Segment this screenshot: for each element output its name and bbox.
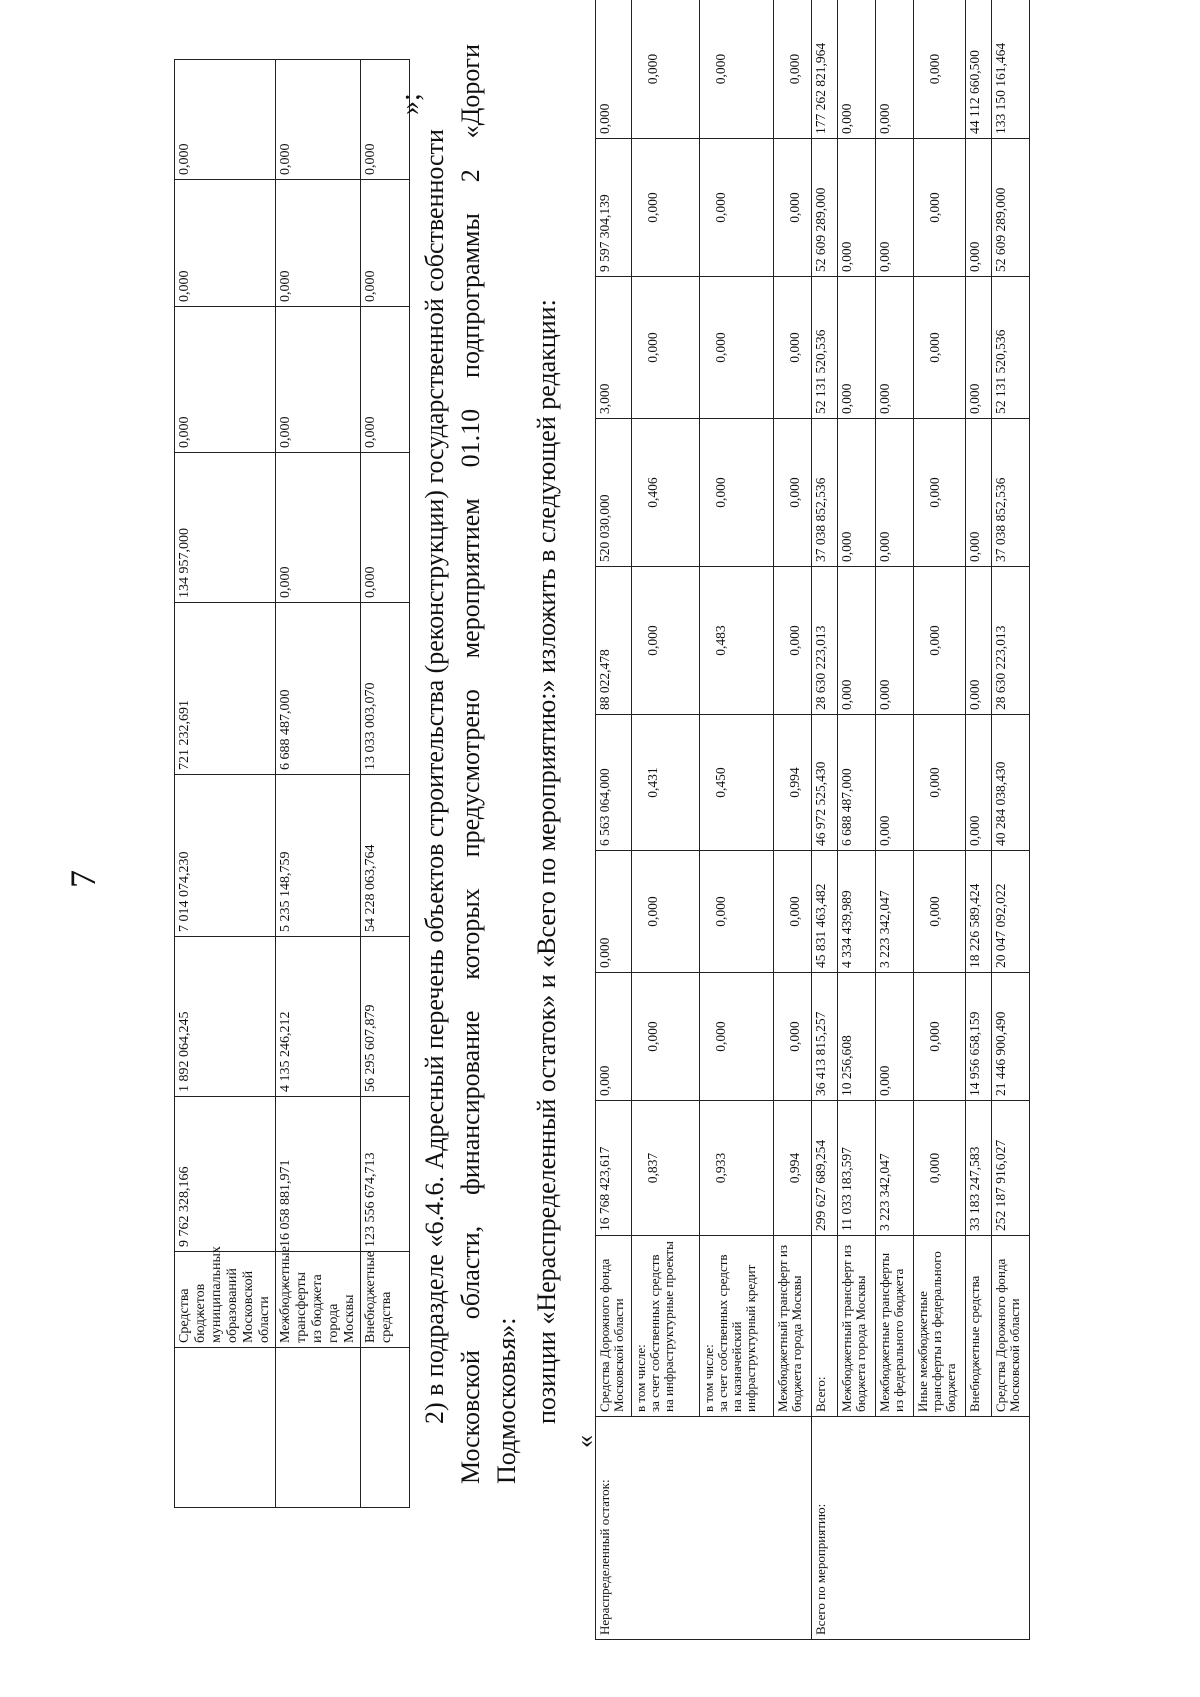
bottom-table-value: 0,000 xyxy=(774,0,812,139)
bottom-table-value: 0,000 xyxy=(700,851,774,973)
bottom-table-value: 0,000 xyxy=(914,567,966,715)
bottom-table-value: 0,000 xyxy=(700,0,774,139)
top-table-value: 0,000 xyxy=(361,307,410,453)
bottom-table-value: 0,000 xyxy=(774,851,812,973)
bottom-table-value: 0,000 xyxy=(914,0,966,139)
bottom-table-value: 0,837 xyxy=(632,1101,700,1236)
bottom-table-value: 0,000 xyxy=(876,715,914,851)
bottom-table-value: 0,000 xyxy=(876,277,914,419)
top-table-value: 721 232,691 xyxy=(175,603,276,775)
bottom-table-value: 0,000 xyxy=(876,139,914,277)
top-table-value: 0,000 xyxy=(361,60,410,180)
top-table-blank-cell xyxy=(276,1348,361,1508)
bottom-table-value: 0,933 xyxy=(700,1101,774,1236)
bottom-table-value: 0,000 xyxy=(966,277,992,419)
bottom-table-label: в том числе: за счет собственных средств на инфраструктурные проекты xyxy=(632,1236,700,1417)
bottom-table-value: 0,000 xyxy=(838,567,876,715)
bottom-table-value: 0,000 xyxy=(700,973,774,1101)
bottom-table-row xyxy=(876,0,914,1640)
bottom-table-value: 4 334 439,989 xyxy=(838,851,876,973)
bottom-table-value: 88 022,478 xyxy=(596,567,632,715)
bottom-table-group-cell xyxy=(992,1417,1030,1640)
top-table-blank-cell xyxy=(361,1348,410,1508)
bottom-table-value: 0,000 xyxy=(838,0,876,139)
bottom-table-value: 0,000 xyxy=(700,139,774,277)
bottom-table-value: 252 187 916,027 xyxy=(992,1101,1030,1236)
bottom-table-value: 0,000 xyxy=(838,419,876,567)
bottom-table-value: 0,000 xyxy=(838,139,876,277)
bottom-table-value: 52 609 289,000 xyxy=(992,139,1030,277)
bottom-table-value: 0,000 xyxy=(632,139,700,277)
bottom-table-value: 18 226 589,424 xyxy=(966,851,992,973)
bottom-table-label: Внебюджетные средства xyxy=(966,1236,992,1417)
bottom-table-value: 11 033 183,597 xyxy=(838,1101,876,1236)
bottom-table-row xyxy=(966,0,992,1640)
bottom-table-value: 0,000 xyxy=(632,851,700,973)
top-table-row xyxy=(361,60,410,1508)
bottom-table-label: Средства Дорожного фонда Московской области xyxy=(596,1236,632,1417)
top-table-value: 123 556 674,713 xyxy=(361,1097,410,1252)
bottom-table-label: Межбюджетные трансферты из федерального бюджета xyxy=(876,1236,914,1417)
bottom-table-value: 133 150 161,464 xyxy=(992,0,1030,139)
bottom-table-value: 0,000 xyxy=(774,973,812,1101)
bottom-table-value: 0,000 xyxy=(596,0,632,139)
bottom-table-value: 0,000 xyxy=(632,567,700,715)
bottom-table-row xyxy=(774,0,812,1640)
bottom-table-value: 0,000 xyxy=(774,567,812,715)
bottom-table-value: 14 956 658,159 xyxy=(966,973,992,1101)
top-table-value: 56 295 607,879 xyxy=(361,937,410,1097)
bottom-table-value: 520 030,000 xyxy=(596,419,632,567)
bottom-table-value: 52 131 520,536 xyxy=(992,277,1030,419)
top-table-value: 6 688 487,000 xyxy=(276,603,361,775)
top-table-value: 0,000 xyxy=(175,307,276,453)
bottom-table-value: 0,000 xyxy=(966,567,992,715)
bottom-table-value: 0,000 xyxy=(914,277,966,419)
top-table-label: Средства бюджетов муниципальных образований Московской области xyxy=(175,1252,276,1348)
bottom-table-value: 0,000 xyxy=(914,715,966,851)
opening-quote: « xyxy=(570,1435,599,1448)
bottom-table-value: 0,000 xyxy=(914,419,966,567)
bottom-table-value: 0,994 xyxy=(774,1101,812,1236)
top-table xyxy=(174,59,410,1508)
bottom-table-value: 9 597 304,139 xyxy=(596,139,632,277)
bottom-table-value: 0,000 xyxy=(876,419,914,567)
bottom-table-value: 52 131 520,536 xyxy=(812,277,838,419)
bottom-table-row xyxy=(632,0,700,1640)
bottom-table xyxy=(595,0,1030,1640)
bottom-table-value: 0,000 xyxy=(914,139,966,277)
bottom-table-value: 45 831 463,482 xyxy=(812,851,838,973)
top-table-label: Внебюджетные средства xyxy=(361,1252,410,1348)
top-table-value: 13 033 003,070 xyxy=(361,603,410,775)
bottom-table-value: 0,994 xyxy=(774,715,812,851)
bottom-table-label: в том числе: за счет собственных средств на казначейский инфраструктурный кредит xyxy=(700,1236,774,1417)
item-2-line2: Московской области, финансирование которых предусмотрено мероприятием 01.10 подпрограммы 2 «Дороги xyxy=(456,44,485,1484)
bottom-table-value: 0,000 xyxy=(632,0,700,139)
top-table-row xyxy=(276,60,361,1508)
bottom-table-value: 0,000 xyxy=(596,973,632,1101)
top-table-value: 5 235 148,759 xyxy=(276,775,361,937)
bottom-table-value: 0,000 xyxy=(632,973,700,1101)
bottom-table-value: 0,000 xyxy=(700,277,774,419)
bottom-table-value: 3,000 xyxy=(596,277,632,419)
top-table-value: 0,000 xyxy=(276,180,361,307)
bottom-table-value: 37 038 852,536 xyxy=(992,419,1030,567)
bottom-table-row xyxy=(992,0,1030,1640)
bottom-table-value: 44 112 660,500 xyxy=(966,0,992,139)
top-table-value: 4 135 246,212 xyxy=(276,937,361,1097)
top-table-value: 0,000 xyxy=(276,307,361,453)
bottom-table-value: 0,000 xyxy=(774,139,812,277)
bottom-table-value: 40 284 038,430 xyxy=(992,715,1030,851)
bottom-table-value: 0,483 xyxy=(700,567,774,715)
bottom-table-group-cell xyxy=(838,1417,876,1640)
bottom-table-value: 0,000 xyxy=(838,277,876,419)
bottom-table-value: 3 223 342,047 xyxy=(876,1101,914,1236)
bottom-table-value: 33 183 247,583 xyxy=(966,1101,992,1236)
bottom-table-group-cell xyxy=(966,1417,992,1640)
bottom-table-label: Межбюджетный трансферт из бюджета города Москвы xyxy=(774,1236,812,1417)
bottom-table-group-cell xyxy=(632,1417,700,1640)
bottom-table-value: 177 262 821,964 xyxy=(812,0,838,139)
bottom-table-value: 0,000 xyxy=(632,277,700,419)
top-table-value: 0,000 xyxy=(175,180,276,307)
bottom-table-group-cell xyxy=(774,1417,812,1640)
top-table-value: 1 892 064,245 xyxy=(175,937,276,1097)
top-table-value: 0,000 xyxy=(361,180,410,307)
page-number: 7 xyxy=(63,870,103,888)
top-table-label: Межбюджетные трансферты из бюджета города Москвы xyxy=(276,1252,361,1348)
bottom-table-row xyxy=(914,0,966,1640)
top-table-value: 134 957,000 xyxy=(175,453,276,603)
bottom-table-label: Всего: xyxy=(812,1236,838,1417)
top-table-value: 0,000 xyxy=(276,453,361,603)
bottom-table-value: 0,000 xyxy=(700,419,774,567)
bottom-table-value: 46 972 525,430 xyxy=(812,715,838,851)
bottom-table-value: 0,431 xyxy=(632,715,700,851)
bottom-table-value: 0,000 xyxy=(966,419,992,567)
bottom-table-group-cell xyxy=(914,1417,966,1640)
bottom-table-value: 0,000 xyxy=(966,715,992,851)
top-table-row xyxy=(175,60,276,1508)
bottom-table-row xyxy=(838,0,876,1640)
bottom-table-group-cell: Всего по мероприятию: xyxy=(812,1417,838,1640)
closing-quote: »; xyxy=(395,93,426,115)
bottom-table-label: Средства Дорожного фонда Московской области xyxy=(992,1236,1030,1417)
top-table-value: 54 228 063,764 xyxy=(361,775,410,937)
bottom-table-value: 28 630 223,013 xyxy=(992,567,1030,715)
bottom-table-value: 0,000 xyxy=(914,851,966,973)
bottom-table-value: 0,406 xyxy=(632,419,700,567)
top-table-value: 0,000 xyxy=(175,60,276,180)
bottom-table-value: 21 446 900,490 xyxy=(992,973,1030,1101)
bottom-table-value: 0,000 xyxy=(914,1101,966,1236)
bottom-table-value: 6 688 487,000 xyxy=(838,715,876,851)
bottom-table-group-cell xyxy=(876,1417,914,1640)
bottom-table-value: 20 047 092,022 xyxy=(992,851,1030,973)
bottom-table-value: 0,000 xyxy=(914,973,966,1101)
item-2-line1: 2) в подразделе «6.4.6. Адресный перечень объектов строительства (реконструкции) государственной собственности xyxy=(420,129,449,1424)
bottom-table-value: 0,000 xyxy=(966,139,992,277)
bottom-table-value: 10 256,608 xyxy=(838,973,876,1101)
top-table-value: 7 014 074,230 xyxy=(175,775,276,937)
bottom-table-value: 0,450 xyxy=(700,715,774,851)
top-table-value: 0,000 xyxy=(276,60,361,180)
bottom-table-value: 0,000 xyxy=(876,0,914,139)
bottom-table-value: 16 768 423,617 xyxy=(596,1101,632,1236)
bottom-table-row xyxy=(700,0,774,1640)
top-table-blank-cell xyxy=(175,1348,276,1508)
bottom-table-value: 6 563 064,000 xyxy=(596,715,632,851)
bottom-table-value: 0,000 xyxy=(876,567,914,715)
bottom-table-value: 0,000 xyxy=(774,419,812,567)
bottom-table-value: 36 413 815,257 xyxy=(812,973,838,1101)
bottom-table-group-cell xyxy=(700,1417,774,1640)
bottom-table-value: 52 609 289,000 xyxy=(812,139,838,277)
bottom-table-value: 28 630 223,013 xyxy=(812,567,838,715)
bottom-table-label: Иные межбюджетные трансферты из федерального бюджета xyxy=(914,1236,966,1417)
bottom-table-value: 299 627 689,254 xyxy=(812,1101,838,1236)
bottom-table-row xyxy=(596,0,632,1640)
bottom-table-value: 0,000 xyxy=(876,973,914,1101)
bottom-table-value: 0,000 xyxy=(774,277,812,419)
item-2-line3: Подмосковья»: xyxy=(492,1317,521,1484)
bottom-table-value: 37 038 852,536 xyxy=(812,419,838,567)
top-table-value: 0,000 xyxy=(361,453,410,603)
bottom-table-row xyxy=(812,0,838,1640)
bottom-table-group-cell: Нераспределенный остаток: xyxy=(596,1417,632,1640)
bottom-table-value: 3 223 342,047 xyxy=(876,851,914,973)
top-table-value: 16 058 881,971 xyxy=(276,1097,361,1252)
top-table-value: 9 762 328,166 xyxy=(175,1097,276,1252)
positions-line: позиции «Нераспределенный остаток» и «Всего по мероприятию:» изложить в следующей редакции: xyxy=(532,299,561,1424)
bottom-table-label: Межбюджетный трансферт из бюджета города Москвы xyxy=(838,1236,876,1417)
bottom-table-value: 0,000 xyxy=(596,851,632,973)
